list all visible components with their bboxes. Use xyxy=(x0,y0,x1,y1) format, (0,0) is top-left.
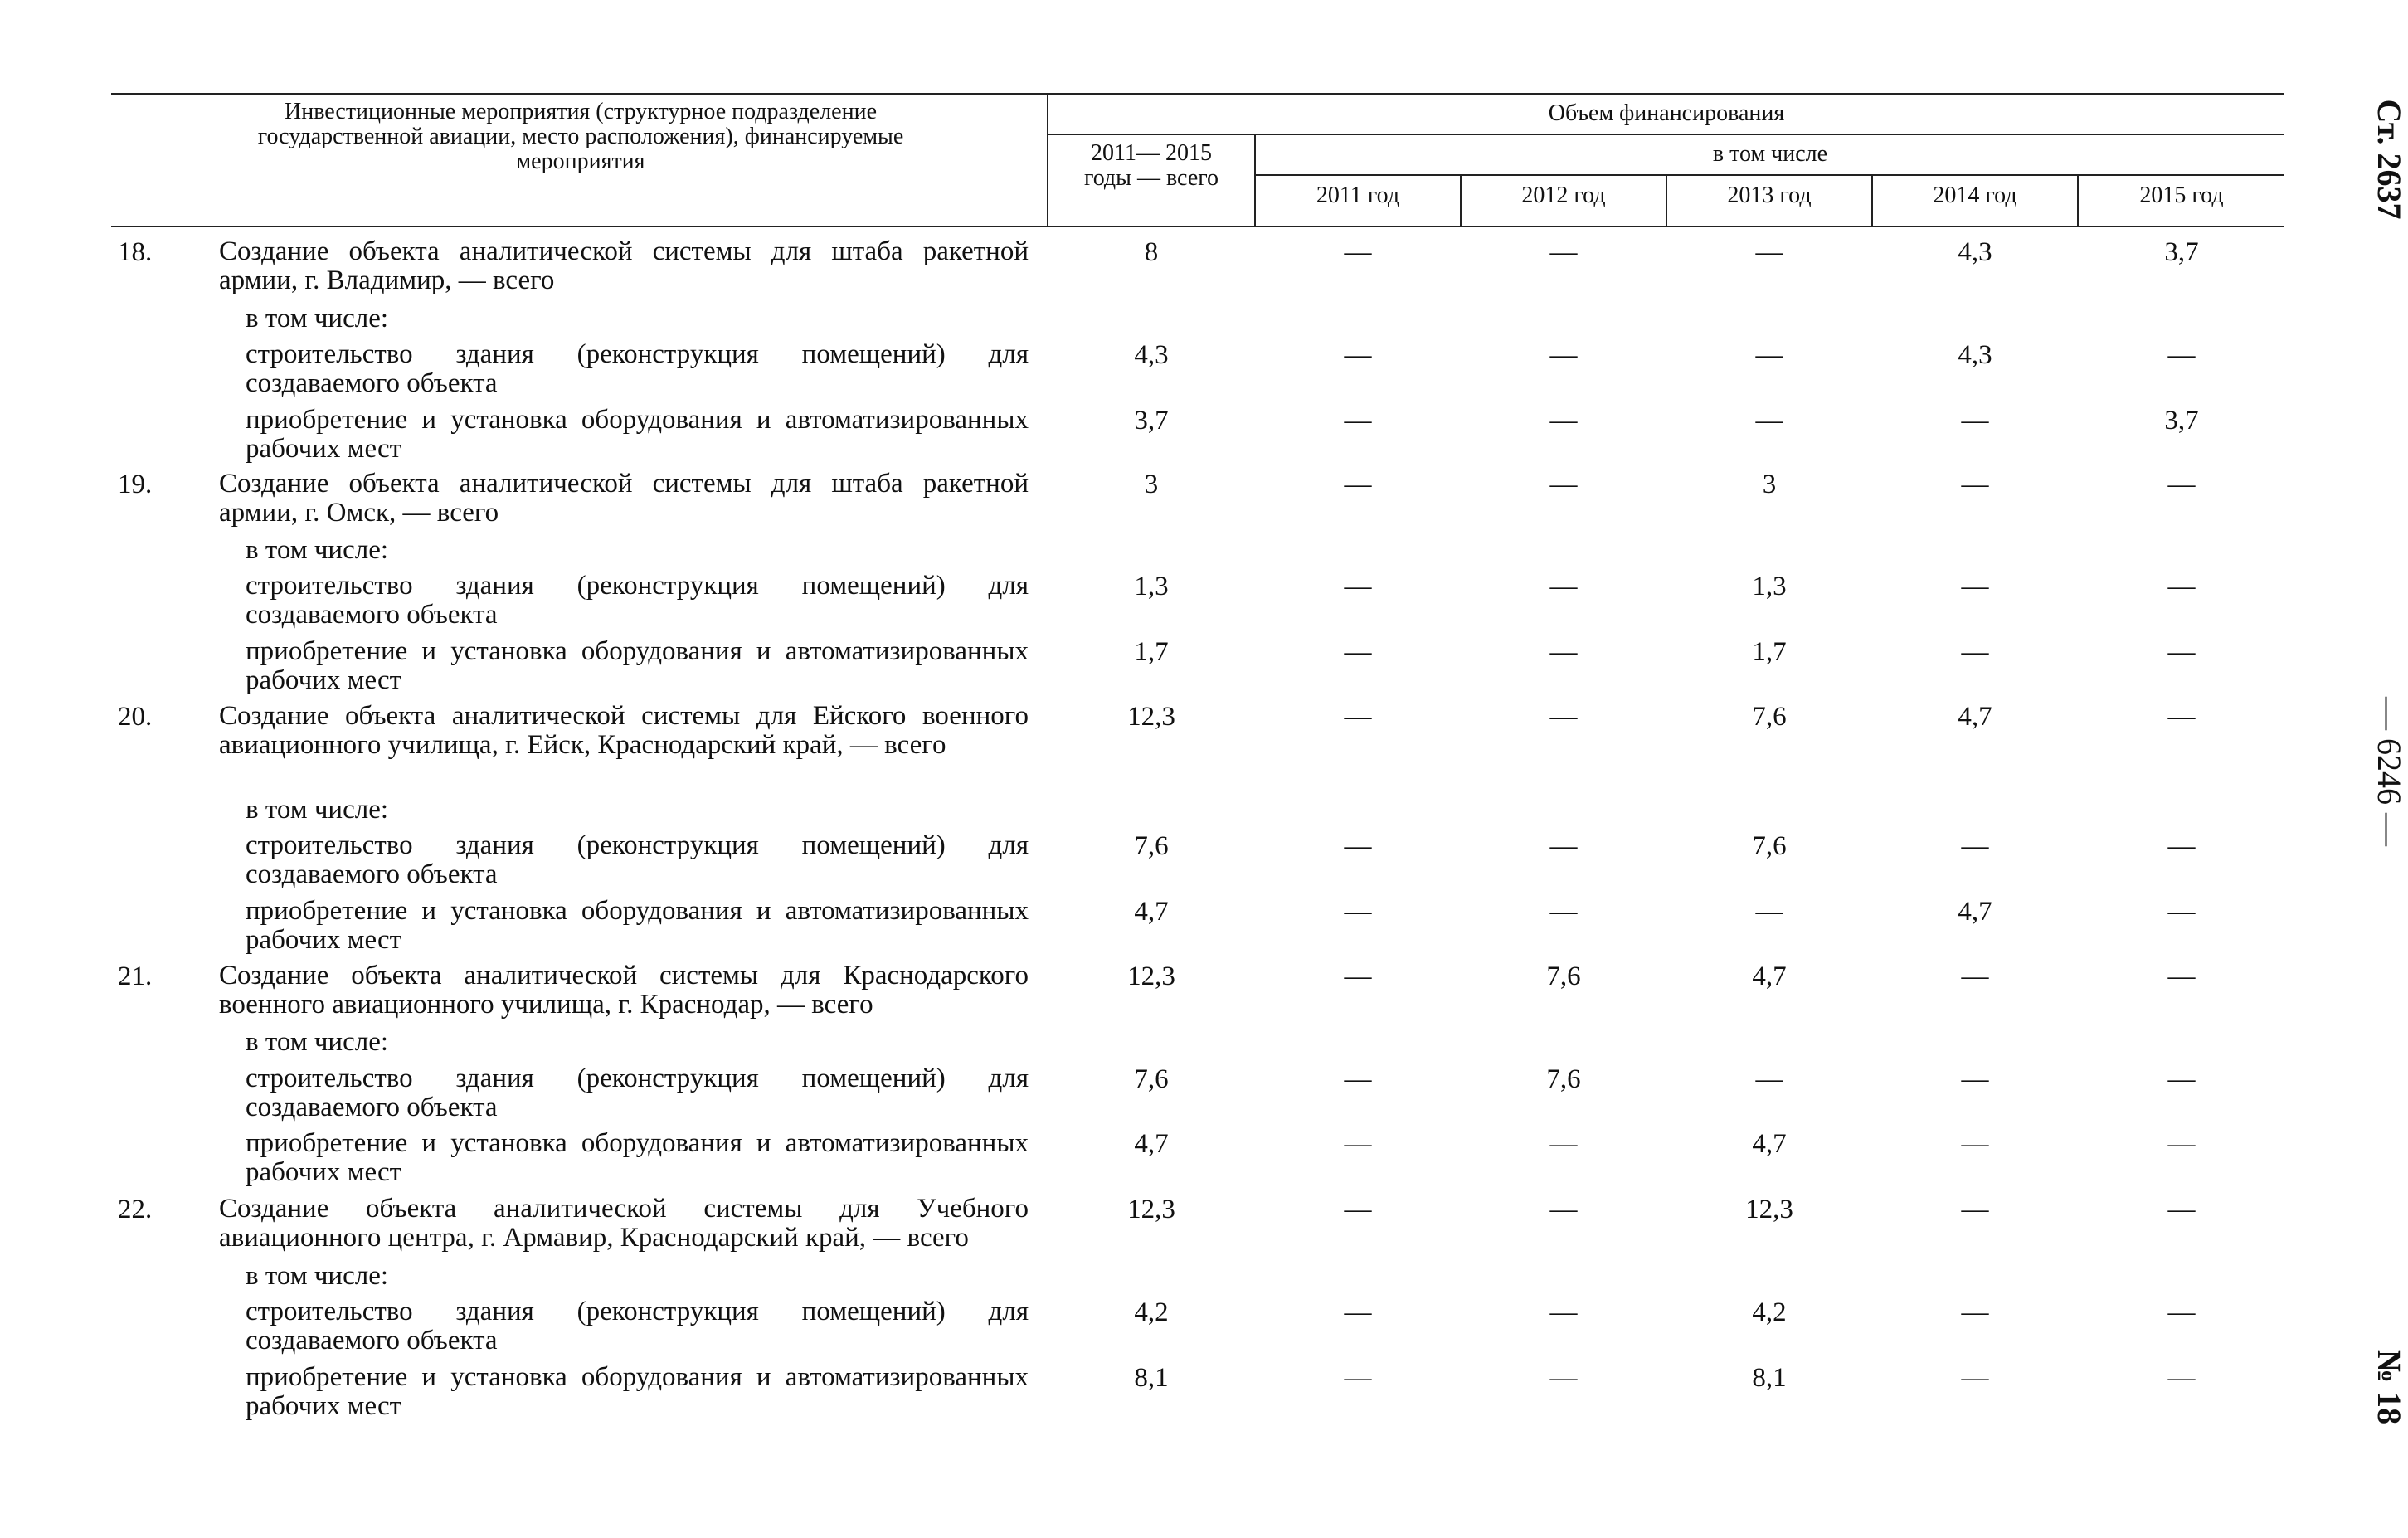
value-2014: 4,7 xyxy=(1958,702,1992,732)
value-total: 1,3 xyxy=(1134,572,1169,601)
value-2012: — xyxy=(1549,340,1578,370)
including-label: в том числе: xyxy=(246,1261,389,1291)
value-2015: — xyxy=(2167,572,2196,601)
value-2012: — xyxy=(1549,1129,1578,1159)
value-2014: — xyxy=(1961,1129,1989,1159)
item-description: Создание объекта аналитической системы для штаба ракетной армии, г. Омск, — всего xyxy=(219,469,1029,528)
value-2012: — xyxy=(1549,1195,1578,1224)
page-number: — 6246 — xyxy=(2371,697,2408,846)
value-2014: — xyxy=(1961,1064,1989,1094)
header-funding: Объем финансирования xyxy=(1548,100,1785,126)
item-description: Создание объекта аналитической системы для Краснодарского военного авиационного училища, г. Краснодар, — всего xyxy=(219,961,1029,1020)
header-description: Инвестиционные мероприятия (структурное подразделение государственной авиации, место расположения), финансируемые мероприятия xyxy=(257,99,904,174)
sub-item-construction: строительство здания (реконструкция помещений) для создаваемого объекта xyxy=(246,1063,1029,1122)
value-total: 8 xyxy=(1144,237,1159,267)
header-rule-including xyxy=(1254,174,2284,176)
value-total: 4,2 xyxy=(1134,1297,1169,1327)
sub-item-construction: строительство здания (реконструкция помещений) для создаваемого объекта xyxy=(246,339,1029,398)
value-2014: — xyxy=(1961,572,1989,601)
value-2014: — xyxy=(1961,637,1989,667)
value-2014: — xyxy=(1961,1195,1989,1224)
sub-item-equipment: приобретение и установка оборудования и автоматизированных рабочих мест xyxy=(246,1362,1029,1421)
value-2013: 4,7 xyxy=(1752,961,1787,991)
value-2011: — xyxy=(1344,572,1372,601)
header-bottom-rule xyxy=(111,226,2284,227)
value-2015: — xyxy=(2167,470,2196,499)
value-2012: — xyxy=(1549,637,1578,667)
value-2012: 7,6 xyxy=(1546,1064,1581,1094)
table-top-rule xyxy=(111,93,2284,95)
value-2012: — xyxy=(1549,406,1578,436)
value-2013: 3 xyxy=(1762,470,1777,499)
item-number: 18. xyxy=(118,237,153,267)
value-total: 3,7 xyxy=(1134,406,1169,436)
value-2011: — xyxy=(1344,1297,1372,1327)
value-2011: — xyxy=(1344,831,1372,861)
value-total: 4,7 xyxy=(1134,1129,1169,1159)
value-2013: 1,3 xyxy=(1752,572,1787,601)
value-2014: — xyxy=(1961,831,1989,861)
value-2011: — xyxy=(1344,897,1372,927)
header-year-2013: 2013 год xyxy=(1727,183,1812,208)
value-2014: 4,3 xyxy=(1958,340,1992,370)
sub-item-equipment: приобретение и установка оборудования и автоматизированных рабочих мест xyxy=(246,636,1029,695)
value-2011: — xyxy=(1344,1064,1372,1094)
value-total: 4,3 xyxy=(1134,340,1169,370)
value-2013: 4,7 xyxy=(1752,1129,1787,1159)
header-year-2012: 2012 год xyxy=(1521,183,1606,208)
value-total: 12,3 xyxy=(1127,702,1175,732)
value-2013: 7,6 xyxy=(1752,831,1787,861)
value-2012: — xyxy=(1549,237,1578,267)
value-total: 12,3 xyxy=(1127,961,1175,991)
value-2013: — xyxy=(1755,406,1783,436)
value-2011: — xyxy=(1344,1363,1372,1393)
value-2011: — xyxy=(1344,340,1372,370)
issue-number: № 18 xyxy=(2371,1349,2408,1425)
sub-item-equipment: приобретение и установка оборудования и автоматизированных рабочих мест xyxy=(246,405,1029,464)
item-number: 22. xyxy=(118,1195,153,1224)
value-2013: — xyxy=(1755,897,1783,927)
value-2015: 3,7 xyxy=(2164,237,2199,267)
item-number: 19. xyxy=(118,470,153,499)
value-2011: — xyxy=(1344,237,1372,267)
value-total: 7,6 xyxy=(1134,1064,1169,1094)
header-rule-funding xyxy=(1047,134,2284,135)
value-2014: — xyxy=(1961,470,1989,499)
sub-item-equipment: приобретение и установка оборудования и автоматизированных рабочих мест xyxy=(246,1128,1029,1187)
value-total: 7,6 xyxy=(1134,831,1169,861)
header-year-2011: 2011 год xyxy=(1316,183,1400,208)
value-2015: — xyxy=(2167,1195,2196,1224)
value-2015: — xyxy=(2167,1129,2196,1159)
item-description: Создание объекта аналитической системы для Ейского военного авиационного училища, г. Ейск, Краснодарский край, — всего xyxy=(219,701,1029,760)
value-2013: 8,1 xyxy=(1752,1363,1787,1393)
value-total: 12,3 xyxy=(1127,1195,1175,1224)
value-2013: — xyxy=(1755,237,1783,267)
header-year-2014: 2014 год xyxy=(1933,183,2017,208)
sub-item-construction: строительство здания (реконструкция помещений) для создаваемого объекта xyxy=(246,571,1029,630)
item-number: 21. xyxy=(118,961,153,991)
value-2012: — xyxy=(1549,831,1578,861)
value-2011: — xyxy=(1344,406,1372,436)
value-2015: — xyxy=(2167,1363,2196,1393)
value-2013: 12,3 xyxy=(1745,1195,1793,1224)
including-label: в том числе: xyxy=(246,795,389,825)
value-2013: 4,2 xyxy=(1752,1297,1787,1327)
value-2015: 3,7 xyxy=(2164,406,2199,436)
sub-item-construction: строительство здания (реконструкция помещений) для создаваемого объекта xyxy=(246,830,1029,889)
value-2012: — xyxy=(1549,1363,1578,1393)
value-2012: — xyxy=(1549,702,1578,732)
sub-item-construction: строительство здания (реконструкция помещений) для создаваемого объекта xyxy=(246,1297,1029,1355)
value-2014: 4,7 xyxy=(1958,897,1992,927)
value-2014: — xyxy=(1961,1363,1989,1393)
sub-item-equipment: приобретение и установка оборудования и автоматизированных рабочих мест xyxy=(246,896,1029,955)
value-2015: — xyxy=(2167,702,2196,732)
item-description: Создание объекта аналитической системы для Учебного авиационного центра, г. Армавир, Краснодарский край, — всего xyxy=(219,1194,1029,1253)
value-2011: — xyxy=(1344,1195,1372,1224)
value-2014: — xyxy=(1961,406,1989,436)
header-year-2015: 2015 год xyxy=(2139,183,2224,208)
value-2011: — xyxy=(1344,470,1372,499)
value-2015: — xyxy=(2167,340,2196,370)
value-2015: — xyxy=(2167,831,2196,861)
value-2012: — xyxy=(1549,1297,1578,1327)
header-including: в том числе xyxy=(1712,141,1828,167)
value-total: 1,7 xyxy=(1134,637,1169,667)
value-2015: — xyxy=(2167,1064,2196,1094)
including-label: в том числе: xyxy=(246,1027,389,1057)
including-label: в том числе: xyxy=(246,535,389,565)
value-2013: — xyxy=(1755,340,1783,370)
value-2015: — xyxy=(2167,637,2196,667)
item-number: 20. xyxy=(118,702,153,732)
value-2012: — xyxy=(1549,897,1578,927)
value-2014: 4,3 xyxy=(1958,237,1992,267)
value-2012: 7,6 xyxy=(1546,961,1581,991)
value-2011: — xyxy=(1344,637,1372,667)
value-2011: — xyxy=(1344,1129,1372,1159)
value-2013: — xyxy=(1755,1064,1783,1094)
item-description: Создание объекта аналитической системы для штаба ракетной армии, г. Владимир, — всего xyxy=(219,236,1029,295)
value-2015: — xyxy=(2167,961,2196,991)
page-reference: Ст. 2637 xyxy=(2371,99,2408,220)
value-2015: — xyxy=(2167,897,2196,927)
value-2014: — xyxy=(1961,961,1989,991)
value-total: 3 xyxy=(1144,470,1159,499)
value-total: 8,1 xyxy=(1134,1363,1169,1393)
value-2011: — xyxy=(1344,702,1372,732)
value-2012: — xyxy=(1549,572,1578,601)
value-2011: — xyxy=(1344,961,1372,991)
value-2013: 1,7 xyxy=(1752,637,1787,667)
value-2013: 7,6 xyxy=(1752,702,1787,732)
including-label: в том числе: xyxy=(246,304,389,333)
value-2015: — xyxy=(2167,1297,2196,1327)
value-total: 4,7 xyxy=(1134,897,1169,927)
value-2012: — xyxy=(1549,470,1578,499)
value-2014: — xyxy=(1961,1297,1989,1327)
header-total: 2011— 2015 годы — всего xyxy=(1083,140,1219,191)
